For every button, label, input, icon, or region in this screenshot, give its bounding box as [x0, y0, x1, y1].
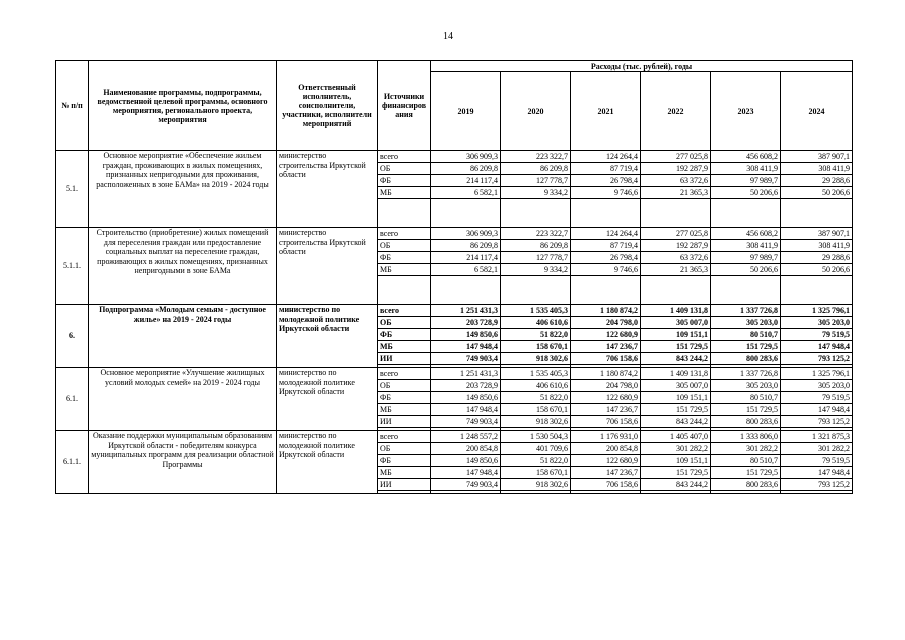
value-cell: 151 729,5 — [711, 341, 781, 353]
source-cell: всего — [378, 431, 431, 443]
value-cell: 9 746,6 — [571, 264, 641, 276]
row-executor: министерство по молодежной политике Иркутской области — [277, 431, 378, 494]
value-cell: 9 334,2 — [501, 187, 571, 199]
header-expenses: Расходы (тыс. рублей), годы — [431, 61, 853, 72]
header-num: № п/п — [56, 61, 89, 151]
source-cell: ФБ — [378, 455, 431, 467]
value-cell: 843 244,2 — [641, 416, 711, 428]
value-cell: 86 209,8 — [431, 163, 501, 175]
value-cell: 1 180 874,2 — [571, 368, 641, 380]
value-cell: 1 535 405,3 — [501, 305, 571, 317]
value-cell: 277 025,8 — [641, 151, 711, 163]
row-name: Строительство (приобретение) жилых помещений для переселения граждан или предоставление социальных выплат на переселение граждан, проживающих в жилых помещениях, признанных непригодными в зоне БАМа — [89, 228, 277, 305]
value-cell: 50 206,6 — [711, 264, 781, 276]
source-cell: МБ — [378, 467, 431, 479]
value-cell: 151 729,5 — [711, 467, 781, 479]
value-cell: 80 510,7 — [711, 455, 781, 467]
value-cell: 387 907,1 — [781, 151, 853, 163]
value-cell: 122 680,9 — [571, 329, 641, 341]
source-cell: ИИ — [378, 416, 431, 428]
expenses-table — [55, 60, 853, 494]
source-cell: ИИ — [378, 479, 431, 491]
value-cell: 1 337 726,8 — [711, 305, 781, 317]
value-cell: 305 007,0 — [641, 317, 711, 329]
row-code: 6.1. — [56, 368, 89, 431]
empty-cell — [378, 276, 431, 305]
header-year: 2023 — [711, 72, 781, 151]
value-cell: 305 203,0 — [711, 380, 781, 392]
value-cell: 26 798,4 — [571, 175, 641, 187]
value-cell: 147 948,4 — [431, 467, 501, 479]
value-cell: 406 610,6 — [501, 380, 571, 392]
value-cell: 301 282,2 — [781, 443, 853, 455]
empty-cell — [431, 276, 501, 305]
value-cell: 151 729,5 — [711, 404, 781, 416]
header-executor: Ответственный исполнитель, соисполнители, участники, исполнители мероприятий — [277, 61, 378, 151]
value-cell: 1 333 806,0 — [711, 431, 781, 443]
empty-cell — [711, 276, 781, 305]
value-cell: 1 405 407,0 — [641, 431, 711, 443]
table-row — [56, 431, 853, 443]
value-cell: 151 729,5 — [641, 341, 711, 353]
header-year: 2020 — [501, 72, 571, 151]
value-cell: 50 206,6 — [711, 187, 781, 199]
value-cell: 1 325 796,1 — [781, 305, 853, 317]
value-cell: 79 519,5 — [781, 392, 853, 404]
source-cell: ИИ — [378, 353, 431, 365]
row-name: Оказание поддержки муниципальным образованиям Иркутской области - победителям конкурса муниципальных программ для реализации областной Программы — [89, 431, 277, 494]
value-cell: 192 287,9 — [641, 163, 711, 175]
value-cell: 86 209,8 — [431, 240, 501, 252]
value-cell: 305 203,0 — [781, 380, 853, 392]
row-name: Основное мероприятие «Обеспечение жильем граждан, проживающих в жилых помещениях, признанных непригодными для проживания, расположенных в зоне БАМа» на 2019 - 2024 годы — [89, 151, 277, 228]
value-cell: 29 288,6 — [781, 175, 853, 187]
value-cell: 214 117,4 — [431, 252, 501, 264]
value-cell: 86 209,8 — [501, 163, 571, 175]
value-cell: 918 302,6 — [501, 479, 571, 491]
value-cell: 1 409 131,8 — [641, 368, 711, 380]
header-year: 2021 — [571, 72, 641, 151]
source-cell: МБ — [378, 404, 431, 416]
value-cell: 51 822,0 — [501, 329, 571, 341]
value-cell: 6 582,1 — [431, 264, 501, 276]
value-cell: 21 365,3 — [641, 187, 711, 199]
value-cell: 87 719,4 — [571, 163, 641, 175]
value-cell: 1 180 874,2 — [571, 305, 641, 317]
value-cell: 1 535 405,3 — [501, 368, 571, 380]
value-cell: 306 909,3 — [431, 228, 501, 240]
source-cell: МБ — [378, 264, 431, 276]
row-executor: министерство строительства Иркутской области — [277, 228, 378, 305]
value-cell: 406 610,6 — [501, 317, 571, 329]
value-cell: 122 680,9 — [571, 455, 641, 467]
page-number: 14 — [443, 31, 453, 42]
empty-cell — [641, 199, 711, 228]
empty-cell — [641, 491, 711, 494]
value-cell: 1 530 504,3 — [501, 431, 571, 443]
value-cell: 26 798,4 — [571, 252, 641, 264]
value-cell: 29 288,6 — [781, 252, 853, 264]
value-cell: 122 680,9 — [571, 392, 641, 404]
value-cell: 9 746,6 — [571, 187, 641, 199]
value-cell: 749 903,4 — [431, 479, 501, 491]
value-cell: 800 283,6 — [711, 353, 781, 365]
value-cell: 706 158,6 — [571, 416, 641, 428]
value-cell: 147 948,4 — [431, 341, 501, 353]
value-cell: 203 728,9 — [431, 317, 501, 329]
source-cell: ОБ — [378, 317, 431, 329]
empty-cell — [711, 199, 781, 228]
empty-cell — [378, 199, 431, 228]
value-cell: 749 903,4 — [431, 353, 501, 365]
value-cell: 223 322,7 — [501, 151, 571, 163]
empty-cell — [501, 491, 571, 494]
value-cell: 109 151,1 — [641, 329, 711, 341]
value-cell: 149 850,6 — [431, 455, 501, 467]
empty-cell — [571, 199, 641, 228]
value-cell: 308 411,9 — [711, 240, 781, 252]
value-cell: 147 948,4 — [781, 341, 853, 353]
value-cell: 51 822,0 — [501, 392, 571, 404]
empty-cell — [378, 491, 431, 494]
value-cell: 124 264,4 — [571, 228, 641, 240]
value-cell: 918 302,6 — [501, 353, 571, 365]
value-cell: 843 244,2 — [641, 353, 711, 365]
empty-cell — [711, 491, 781, 494]
table-body — [56, 151, 853, 494]
source-cell: ФБ — [378, 392, 431, 404]
value-cell: 50 206,6 — [781, 264, 853, 276]
value-cell: 706 158,6 — [571, 353, 641, 365]
value-cell: 147 948,4 — [781, 404, 853, 416]
header-name: Наименование программы, подпрограммы, ведомственной целевой программы, основного мероприятия, регионального проекта, мероприятия — [89, 61, 277, 151]
value-cell: 151 729,5 — [641, 404, 711, 416]
value-cell: 301 282,2 — [711, 443, 781, 455]
value-cell: 793 125,2 — [781, 353, 853, 365]
source-cell: ОБ — [378, 163, 431, 175]
value-cell: 6 582,1 — [431, 187, 501, 199]
value-cell: 97 989,7 — [711, 252, 781, 264]
source-cell: ОБ — [378, 380, 431, 392]
value-cell: 918 302,6 — [501, 416, 571, 428]
source-cell: ОБ — [378, 240, 431, 252]
row-name: Основное мероприятие «Улучшение жилищных условий молодых семей» на 2019 - 2024 годы — [89, 368, 277, 431]
value-cell: 305 203,0 — [781, 317, 853, 329]
empty-cell — [571, 276, 641, 305]
value-cell: 793 125,2 — [781, 479, 853, 491]
value-cell: 1 321 875,3 — [781, 431, 853, 443]
value-cell: 109 151,1 — [641, 455, 711, 467]
value-cell: 109 151,1 — [641, 392, 711, 404]
table-row — [56, 151, 853, 163]
source-cell: ФБ — [378, 252, 431, 264]
value-cell: 1 337 726,8 — [711, 368, 781, 380]
source-cell: МБ — [378, 187, 431, 199]
empty-cell — [571, 491, 641, 494]
value-cell: 149 850,6 — [431, 329, 501, 341]
value-cell: 87 719,4 — [571, 240, 641, 252]
value-cell: 147 236,7 — [571, 404, 641, 416]
value-cell: 80 510,7 — [711, 329, 781, 341]
value-cell: 456 608,2 — [711, 228, 781, 240]
empty-cell — [501, 276, 571, 305]
value-cell: 749 903,4 — [431, 416, 501, 428]
value-cell: 1 248 557,2 — [431, 431, 501, 443]
value-cell: 387 907,1 — [781, 228, 853, 240]
row-executor: министерство по молодежной политике Иркутской области — [277, 368, 378, 431]
value-cell: 706 158,6 — [571, 479, 641, 491]
value-cell: 800 283,6 — [711, 479, 781, 491]
value-cell: 214 117,4 — [431, 175, 501, 187]
value-cell: 151 729,5 — [641, 467, 711, 479]
value-cell: 86 209,8 — [501, 240, 571, 252]
value-cell: 1 176 931,0 — [571, 431, 641, 443]
value-cell: 456 608,2 — [711, 151, 781, 163]
source-cell: МБ — [378, 341, 431, 353]
value-cell: 63 372,6 — [641, 252, 711, 264]
source-cell: всего — [378, 151, 431, 163]
value-cell: 147 948,4 — [431, 404, 501, 416]
header-year: 2019 — [431, 72, 501, 151]
value-cell: 1 325 796,1 — [781, 368, 853, 380]
value-cell: 223 322,7 — [501, 228, 571, 240]
value-cell: 305 203,0 — [711, 317, 781, 329]
value-cell: 204 798,0 — [571, 380, 641, 392]
value-cell: 1 251 431,3 — [431, 368, 501, 380]
value-cell: 158 670,1 — [501, 404, 571, 416]
value-cell: 149 850,6 — [431, 392, 501, 404]
value-cell: 127 778,7 — [501, 175, 571, 187]
table-row — [56, 228, 853, 240]
row-name: Подпрограмма «Молодым семьям - доступное жилье» на 2019 - 2024 годы — [89, 305, 277, 368]
value-cell: 277 025,8 — [641, 228, 711, 240]
row-executor: министерство по молодежной политике Иркутской области — [277, 305, 378, 368]
value-cell: 301 282,2 — [641, 443, 711, 455]
source-cell: ОБ — [378, 443, 431, 455]
value-cell: 203 728,9 — [431, 380, 501, 392]
value-cell: 50 206,6 — [781, 187, 853, 199]
row-executor: министерство строительства Иркутской области — [277, 151, 378, 228]
value-cell: 9 334,2 — [501, 264, 571, 276]
empty-cell — [781, 199, 853, 228]
value-cell: 192 287,9 — [641, 240, 711, 252]
value-cell: 401 709,6 — [501, 443, 571, 455]
value-cell: 308 411,9 — [781, 240, 853, 252]
value-cell: 124 264,4 — [571, 151, 641, 163]
header-sources: Источники финансиров ания — [378, 61, 431, 151]
value-cell: 305 007,0 — [641, 380, 711, 392]
empty-cell — [641, 276, 711, 305]
value-cell: 147 236,7 — [571, 467, 641, 479]
empty-cell — [781, 276, 853, 305]
value-cell: 79 519,5 — [781, 329, 853, 341]
value-cell: 1 251 431,3 — [431, 305, 501, 317]
empty-cell — [781, 491, 853, 494]
value-cell: 21 365,3 — [641, 264, 711, 276]
empty-cell — [431, 199, 501, 228]
value-cell: 127 778,7 — [501, 252, 571, 264]
value-cell: 147 948,4 — [781, 467, 853, 479]
value-cell: 306 909,3 — [431, 151, 501, 163]
value-cell: 158 670,1 — [501, 341, 571, 353]
value-cell: 793 125,2 — [781, 416, 853, 428]
value-cell: 800 283,6 — [711, 416, 781, 428]
table-row — [56, 305, 853, 317]
value-cell: 63 372,6 — [641, 175, 711, 187]
value-cell: 308 411,9 — [711, 163, 781, 175]
source-cell: всего — [378, 228, 431, 240]
value-cell: 200 854,8 — [431, 443, 501, 455]
row-code: 5.1.1. — [56, 228, 89, 305]
value-cell: 79 519,5 — [781, 455, 853, 467]
source-cell: всего — [378, 305, 431, 317]
value-cell: 204 798,0 — [571, 317, 641, 329]
row-code: 6. — [56, 305, 89, 368]
value-cell: 97 989,7 — [711, 175, 781, 187]
value-cell: 158 670,1 — [501, 467, 571, 479]
header-year: 2022 — [641, 72, 711, 151]
value-cell: 80 510,7 — [711, 392, 781, 404]
value-cell: 51 822,0 — [501, 455, 571, 467]
value-cell: 1 409 131,8 — [641, 305, 711, 317]
source-cell: ФБ — [378, 175, 431, 187]
empty-cell — [501, 199, 571, 228]
value-cell: 308 411,9 — [781, 163, 853, 175]
value-cell: 147 236,7 — [571, 341, 641, 353]
value-cell: 200 854,8 — [571, 443, 641, 455]
source-cell: ФБ — [378, 329, 431, 341]
table-row — [56, 368, 853, 380]
header-year: 2024 — [781, 72, 853, 151]
value-cell: 843 244,2 — [641, 479, 711, 491]
empty-cell — [431, 491, 501, 494]
row-code: 6.1.1. — [56, 431, 89, 494]
source-cell: всего — [378, 368, 431, 380]
row-code: 5.1. — [56, 151, 89, 228]
